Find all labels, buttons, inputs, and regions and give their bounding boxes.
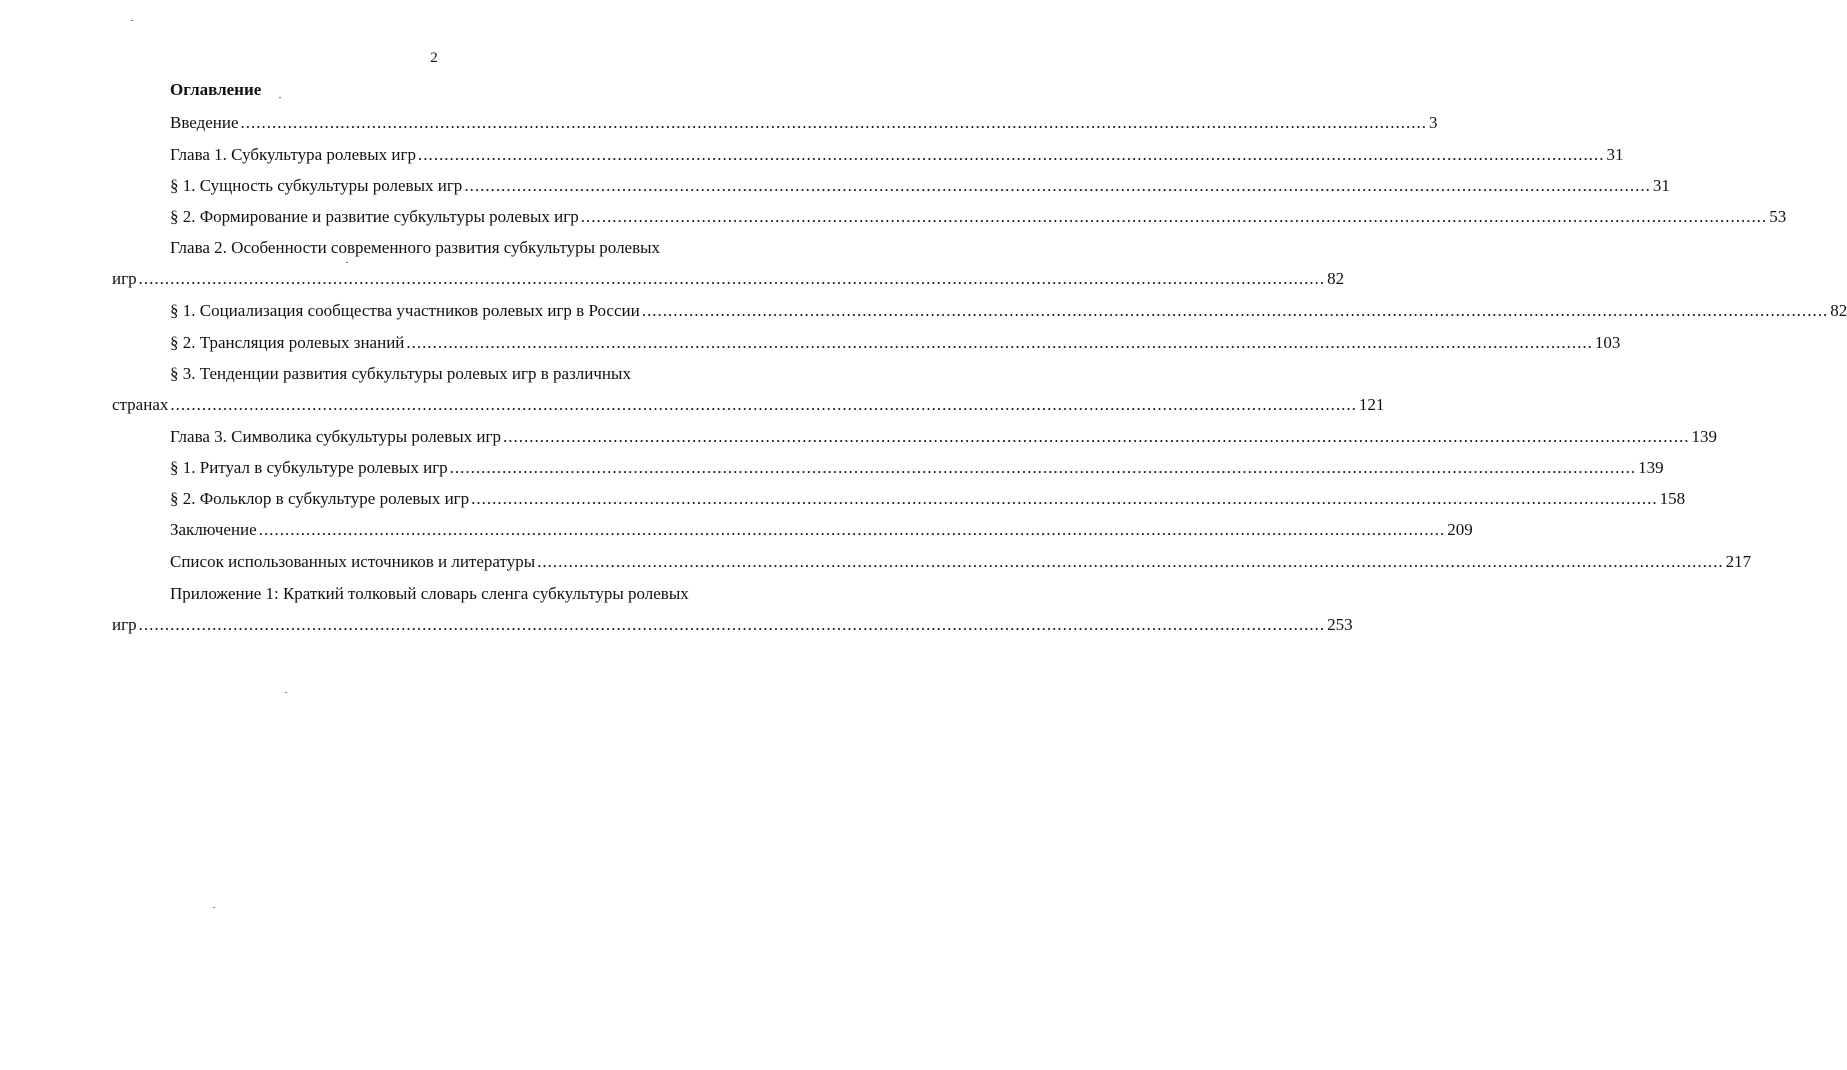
toc-label: Список использованных источников и литературы (170, 552, 536, 571)
dot-leader: .................................................................................................................................................................................................................................. (138, 269, 1326, 288)
toc-page: 158 (1659, 489, 1686, 508)
toc-page: 217 (1725, 552, 1752, 571)
toc-entry-ch2-s2 (170, 333, 1621, 353)
toc-page: 53 (1769, 207, 1787, 226)
scan-speck (213, 907, 215, 908)
toc-label: Введение (170, 113, 239, 132)
toc-page: 121 (1358, 395, 1385, 414)
toc-entry-ch1-s1 (170, 176, 1670, 196)
dot-leader: .................................................................................................................................................................................................................................. (170, 395, 1357, 414)
dot-leader: .................................................................................................................................................................................................................................. (471, 489, 1658, 508)
dot-leader: .................................................................................................................................................................................................................................. (417, 145, 1605, 164)
toc-entry-ch2-s3-line1: § 3. Тенденции развития субкультуры ролевых игр в различных (170, 364, 631, 383)
toc-entry-ch3-s2 (170, 489, 1686, 509)
toc-label: Глава 3. Символика субкультуры ролевых игр (170, 427, 501, 446)
dot-leader: .................................................................................................................................................................................................................................. (537, 552, 1724, 571)
toc-label: § 1. Социализация сообщества участников ролевых игр в России (170, 301, 640, 320)
page-number: 2 (430, 50, 438, 66)
toc-page: 31 (1606, 145, 1624, 164)
toc-entry-ch3-s1 (170, 458, 1664, 478)
toc-entry-conclusion (170, 520, 1473, 540)
toc-title: Оглавление (170, 80, 262, 99)
toc-page: 82 (1327, 269, 1345, 288)
scan-speck (279, 97, 281, 98)
toc-label: игр (112, 615, 137, 634)
toc-entry-intro (170, 113, 1438, 133)
toc-page: 209 (1447, 520, 1473, 539)
dot-leader: .................................................................................................................................................................................................................................. (138, 615, 1326, 634)
scan-speck (131, 20, 133, 21)
toc-entry-ch1-s2 (170, 207, 1787, 227)
toc-label: Глава 1. Субкультура ролевых игр (170, 145, 416, 164)
dot-leader: .................................................................................................................................................................................................................................. (258, 520, 1446, 539)
toc-label: § 2. Формирование и развитие субкультуры ролевых игр (170, 207, 579, 226)
toc-label: § 1. Сущность субкультуры ролевых игр (170, 176, 463, 195)
toc-entry-sources (170, 552, 1752, 572)
dot-leader: .................................................................................................................................................................................................................................. (406, 333, 1593, 352)
dot-leader: .................................................................................................................................................................................................................................. (449, 458, 1637, 477)
toc-entry-ch3 (170, 427, 1717, 447)
toc-label: § 2. Трансляция ролевых знаний (170, 333, 405, 352)
toc-label: игр (112, 269, 137, 288)
toc-page: 3 (1429, 113, 1438, 132)
scan-speck (346, 262, 348, 263)
toc-page: 31 (1652, 176, 1670, 195)
toc-page: 253 (1327, 615, 1353, 634)
toc-entry-appendix (112, 615, 1353, 635)
toc-entry-appendix-line1: Приложение 1: Краткий толковый словарь сленга субкультуры ролевых (170, 584, 689, 603)
scan-speck (285, 692, 287, 693)
dot-leader: .................................................................................................................................................................................................................................. (240, 113, 1428, 132)
toc-page: 82 (1830, 301, 1847, 320)
dot-leader: .................................................................................................................................................................................................................................. (503, 427, 1690, 446)
toc-label: § 1. Ритуал в субкультуре ролевых игр (170, 458, 448, 477)
toc-entry-ch1 (170, 145, 1624, 165)
toc-entry-ch2-line1: Глава 2. Особенности современного развития субкультуры ролевых (170, 238, 661, 257)
dot-leader: .................................................................................................................................................................................................................................. (580, 207, 1768, 226)
toc-entry-ch2-s3 (112, 395, 1385, 415)
dot-leader: .................................................................................................................................................................................................................................. (641, 301, 1829, 320)
toc-page: 103 (1594, 333, 1621, 352)
dot-leader: .................................................................................................................................................................................................................................. (464, 176, 1651, 195)
toc-entry-ch2 (112, 269, 1345, 289)
toc-label: Заключение (170, 520, 257, 539)
toc-page: 139 (1691, 427, 1717, 446)
toc-label: странах (112, 395, 169, 414)
toc-label: § 2. Фольклор в субкультуре ролевых игр (170, 489, 470, 508)
toc-entry-ch2-s1 (170, 301, 1847, 321)
toc-page: 139 (1638, 458, 1664, 477)
